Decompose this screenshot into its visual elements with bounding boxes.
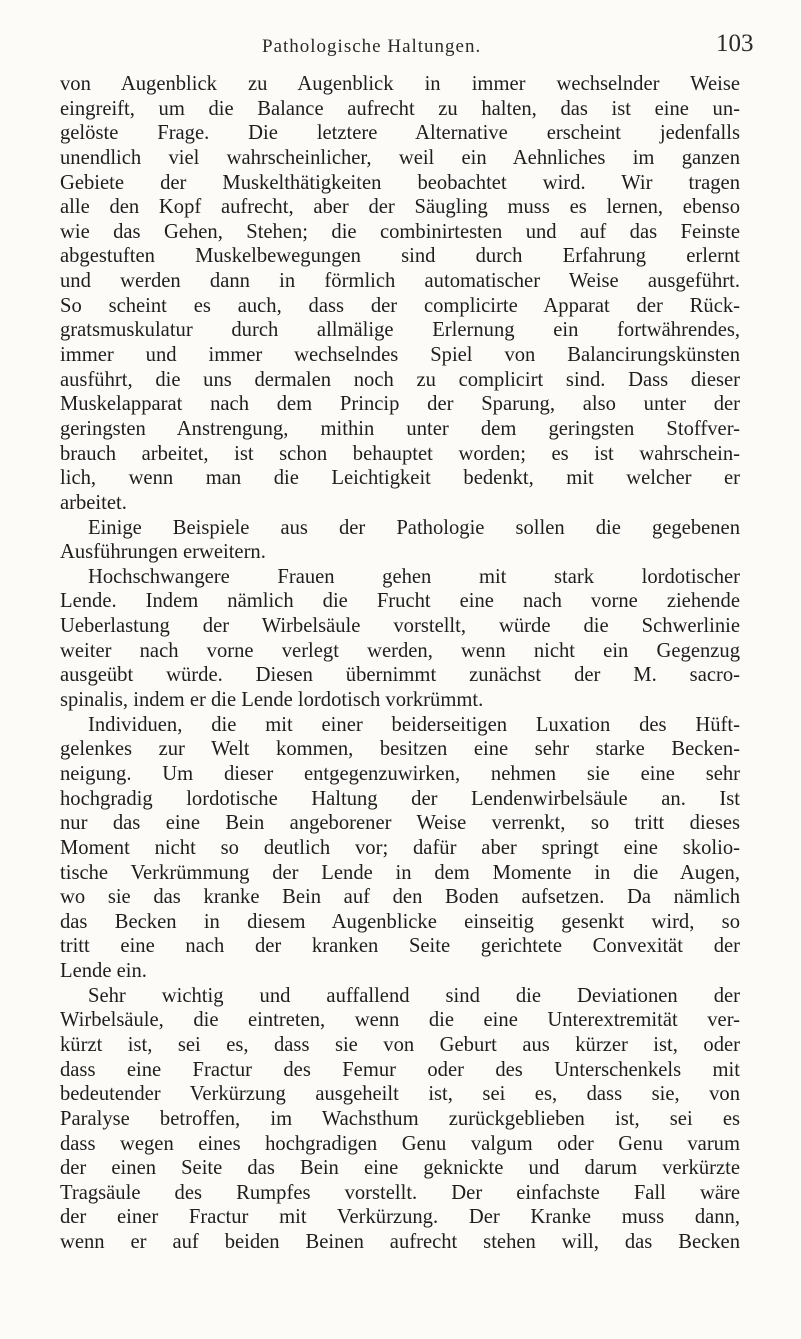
text-line: der einen Seite das Bein eine geknickte und darum verkürzte (60, 1157, 740, 1180)
text-line: geringsten Anstrengung, mithin unter dem geringsten Stoffver- (60, 417, 740, 440)
text-line: der einer Fractur mit Verkürzung. Der Kranke muss dann, (60, 1206, 740, 1229)
running-title: Pathologische Haltungen. (262, 36, 482, 57)
text-line: spinalis, indem er die Lende lordotisch vorkrümmt. (60, 689, 484, 712)
text-line: neigung. Um dieser entgegenzuwirken, nehmen sie eine sehr (60, 762, 740, 785)
text-line: gelenkes zur Welt kommen, besitzen eine sehr starke Becken- (60, 738, 740, 761)
text-line: brauch arbeitet, ist schon behauptet worden; es ist wahrschein- (60, 442, 740, 465)
text-line: lich, wenn man die Leichtigkeit bedenkt, mit welcher er (60, 467, 740, 490)
text-line: dass eine Fractur des Femur oder des Unterschenkels mit (60, 1058, 740, 1081)
text-line: dass wegen eines hochgradigen Genu valgum oder Genu varum (60, 1132, 740, 1155)
text-line: Einige Beispiele aus der Pathologie sollen die gegebenen (88, 516, 740, 539)
text-line: Lende ein. (60, 960, 147, 983)
text-line: wenn er auf beiden Beinen aufrecht stehen will, das Becken (60, 1231, 740, 1254)
text-line: kürzt ist, sei es, dass sie von Geburt aus kürzer ist, oder (60, 1033, 740, 1056)
text-line: Sehr wichtig und auffallend sind die Deviationen der (88, 984, 740, 1007)
text-line: tritt eine nach der kranken Seite gerichtete Convexität der (60, 935, 740, 958)
text-line: eingreift, um die Balance aufrecht zu halten, das ist eine un- (60, 97, 740, 120)
text-line: Lende. Indem nämlich die Frucht eine nach vorne ziehende (60, 590, 740, 613)
body-text (60, 72, 740, 1255)
text-line: Hochschwangere Frauen gehen mit stark lordotischer (88, 565, 740, 588)
text-line: bedeutender Verkürzung ausgeheilt ist, sei es, dass sie, von (60, 1083, 740, 1106)
text-line: immer und immer wechselndes Spiel von Balancirungskünsten (60, 344, 740, 367)
text-line: arbeitet. (60, 491, 127, 514)
text-line: Gebiete der Muskelthätigkeiten beobachtet wird. Wir tragen (60, 171, 740, 194)
text-line: ausführt, die uns dermalen noch zu complicirt sind. Dass dieser (60, 368, 740, 391)
text-line: das Becken in diesem Augenblicke einseitig gesenkt wird, so (60, 910, 740, 933)
text-line: Muskelapparat nach dem Princip der Sparung, also unter der (60, 393, 740, 416)
text-line: alle den Kopf aufrecht, aber der Säugling muss es lernen, ebenso (60, 196, 740, 219)
text-line: Paralyse betroffen, im Wachsthum zurückgeblieben ist, sei es (60, 1107, 740, 1130)
text-line: ausgeübt würde. Diesen übernimmt zunächst der M. sacro- (60, 664, 740, 687)
text-line: Individuen, die mit einer beiderseitigen Luxation des Hüft- (88, 713, 740, 736)
text-line: So scheint es auch, dass der complicirte Apparat der Rück- (60, 294, 740, 317)
text-line: von Augenblick zu Augenblick in immer wechselnder Weise (60, 73, 740, 95)
text-line: Tragsäule des Rumpfes vorstellt. Der einfachste Fall wäre (60, 1181, 740, 1204)
text-line: wie das Gehen, Stehen; die combinirtesten und auf das Feinste (60, 220, 740, 243)
text-line: und werden dann in förmlich automatischer Weise ausgeführt. (60, 270, 740, 293)
text-line: wo sie das kranke Bein auf den Boden aufsetzen. Da nämlich (60, 886, 740, 909)
text-line: weiter nach vorne verlegt werden, wenn nicht ein Gegenzug (60, 639, 740, 662)
page-number: 103 (716, 30, 754, 57)
text-line: Moment nicht so deutlich vor; dafür aber springt eine skolio- (60, 836, 740, 859)
text-line: nur das eine Bein angeborener Weise verrenkt, so tritt dieses (60, 812, 740, 835)
text-line: hochgradig lordotische Haltung der Lendenwirbelsäule an. Ist (60, 787, 740, 810)
text-line: Ausführungen erweitern. (60, 541, 266, 564)
text-line: gelöste Frage. Die letztere Alternative erscheint jedenfalls (60, 122, 740, 145)
text-line: gratsmuskulatur durch allmälige Erlernung ein fortwährendes, (60, 319, 740, 342)
text-line: Wirbelsäule, die eintreten, wenn die eine Unterextremität ver- (60, 1009, 740, 1032)
text-line: Ueberlastung der Wirbelsäule vorstellt, würde die Schwerlinie (60, 615, 740, 638)
text-line: unendlich viel wahrscheinlicher, weil ein Aehnliches im ganzen (60, 146, 740, 169)
text-line: abgestuften Muskelbewegungen sind durch Erfahrung erlernt (60, 245, 740, 268)
text-line: tische Verkrümmung der Lende in dem Momente in die Augen, (60, 861, 740, 884)
